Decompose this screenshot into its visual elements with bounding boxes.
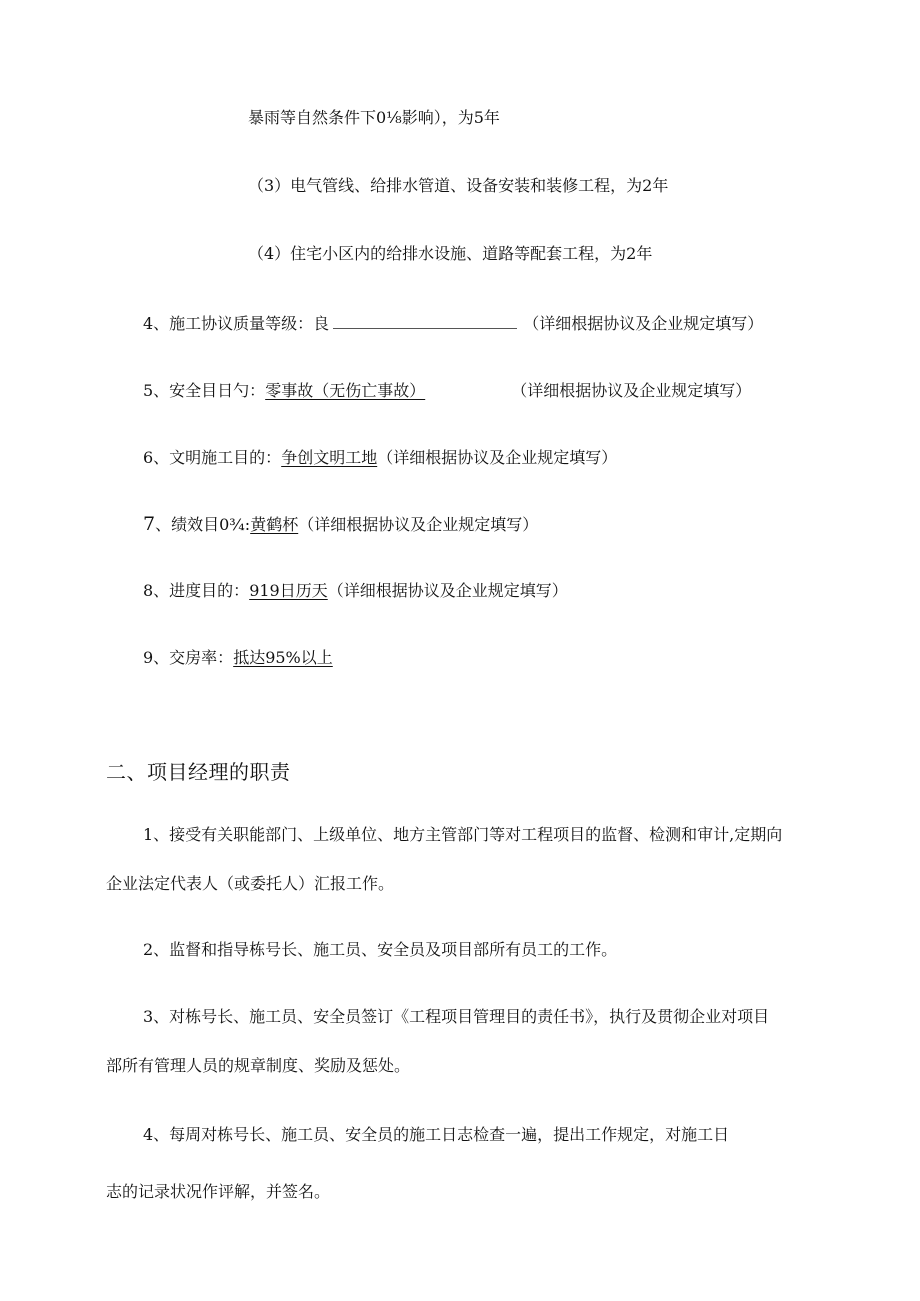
target-schedule-value: 919日历天 bbox=[249, 581, 328, 600]
duty-2: 2、监督和指导栋号长、施工员、安全员及项目部所有员工的工作。 bbox=[143, 940, 618, 959]
target-performance bbox=[143, 513, 538, 536]
target-schedule-label: 8、进度目的： bbox=[143, 581, 250, 600]
section-heading: 二、项目经理的职责 bbox=[106, 760, 291, 784]
intro-line-1: 暴雨等自然条件下0⅛影响），为5年 bbox=[248, 108, 500, 127]
duty-1-line-2: 企业法定代表人（或委托人）汇报工作。 bbox=[106, 874, 395, 893]
target-schedule bbox=[143, 580, 568, 602]
duty-1-line-1: 1、接受有关职能部门、上级单位、地方主管部门等对工程项目的监督、检测和审计,定期向 bbox=[143, 825, 783, 844]
target-quality-note: （详细根据协议及企业规定填写） bbox=[523, 314, 764, 333]
duty-3-line-1: 3、对栋号长、施工员、安全员签订《工程项目管理目的责任书》，执行及贯彻企业对项目 bbox=[143, 1007, 770, 1026]
duty-4-line-2: 志的记录状况作评解，并签名。 bbox=[106, 1182, 331, 1201]
target-safety-label: 5、安全目日勺： bbox=[143, 381, 266, 400]
intro-line-2: （3）电气管线、给排水管道、设备安装和装修工程，为2年 bbox=[248, 176, 669, 195]
target-safety-note: （详细根据协议及企业规定填写） bbox=[511, 381, 752, 400]
target-handover-label: 9、交房率： bbox=[143, 648, 234, 667]
target-civilized-value: 争创文明工地 bbox=[281, 448, 378, 467]
target-safety-value: 零事故（无伤亡事故） bbox=[265, 381, 426, 400]
duty-3-line-2: 部所有管理人员的规章制度、奖励及惩处。 bbox=[106, 1056, 411, 1075]
target-performance-value: 黄鹤杯 bbox=[250, 515, 299, 534]
target-performance-note: （详细根据协议及企业规定填写） bbox=[298, 515, 539, 534]
target-performance-num: 7 bbox=[143, 513, 156, 535]
duty-4-line-1: 4、每周对栋号长、施工员、安全员的施工日志检查一遍，提出工作规定，对施工日 bbox=[143, 1125, 730, 1144]
target-schedule-note: （详细根据协议及企业规定填写） bbox=[327, 581, 568, 600]
target-safety bbox=[143, 380, 751, 402]
intro-line-3: （4）住宅小区内的给排水设施、道路等配套工程，为2年 bbox=[248, 244, 653, 263]
target-quality-blank bbox=[333, 314, 517, 329]
target-performance-label: 、绩效目0¾: bbox=[155, 515, 251, 534]
target-civilized-label: 6、文明施工目的： bbox=[143, 448, 282, 467]
target-civilized-note: （详细根据协议及企业规定填写） bbox=[377, 448, 618, 467]
target-quality-label: 4、施工协议质量等级：良 bbox=[143, 314, 330, 333]
target-quality bbox=[143, 313, 763, 335]
target-handover-value: 抵达95%以上 bbox=[233, 648, 333, 667]
target-handover bbox=[143, 647, 333, 669]
target-civilized bbox=[143, 447, 617, 469]
